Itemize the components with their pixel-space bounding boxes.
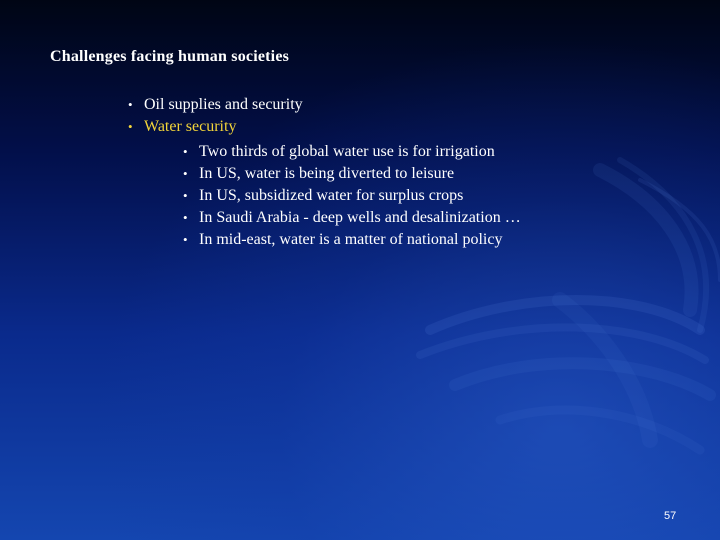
sub-bullet-item (183, 185, 521, 207)
sub-bullet-text: In mid-east, water is a matter of national policy (199, 231, 503, 248)
sub-bullet-text: In Saudi Arabia - deep wells and desalinization … (199, 209, 521, 226)
bullet-dot-icon: • (183, 144, 188, 159)
bullet-item-water (128, 116, 303, 138)
bullet-item-oil (128, 94, 303, 116)
sub-bullet-text: In US, water is being diverted to leisure (199, 165, 455, 182)
bullet-text: Water security (144, 118, 237, 135)
sub-bullet-text: In US, subsidized water for surplus crops (199, 187, 464, 204)
bullet-dot-icon: • (128, 97, 133, 112)
sub-bullet-list (183, 141, 521, 251)
bullet-dot-icon: • (183, 210, 188, 225)
slide-title: Challenges facing human societies (50, 48, 290, 65)
bullet-list (128, 94, 303, 138)
bullet-text: Oil supplies and security (144, 96, 303, 113)
page-number: 57 (664, 510, 677, 522)
bullet-dot-icon: • (183, 232, 188, 247)
bullet-dot-icon: • (183, 188, 188, 203)
sub-bullet-item (183, 163, 521, 185)
sub-bullet-item (183, 207, 521, 229)
sub-bullet-text: Two thirds of global water use is for irrigation (199, 143, 495, 160)
bullet-dot-icon: • (128, 119, 133, 134)
sub-bullet-item (183, 141, 521, 163)
sub-bullet-item (183, 229, 521, 251)
bullet-dot-icon: • (183, 166, 188, 181)
